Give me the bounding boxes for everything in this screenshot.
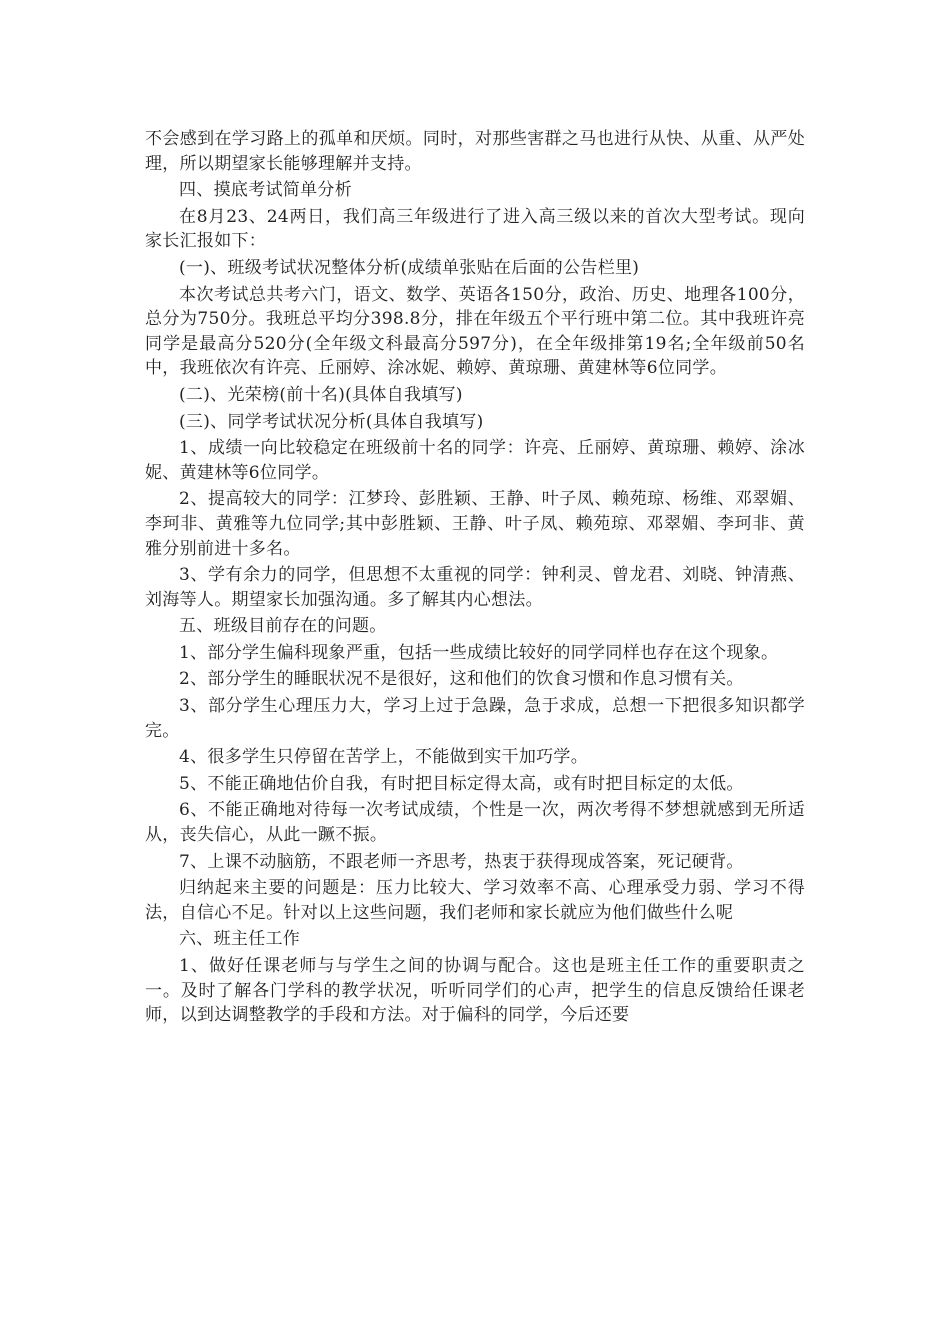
list-item-problem-5: 5、不能正确地估价自我，有时把目标定得太高，或有时把目标定的太低。 [179,773,744,794]
section-heading-exam-analysis: 四、摸底考试简单分析 [179,180,352,201]
list-item-problem-2: 2、部分学生的睡眠状况不是很好，这和他们的饮食习惯和作息习惯有关。 [179,669,744,690]
subheading-honor-roll: (二)、光荣榜(前十名)(具体自我填写) [179,384,463,405]
list-item-problem-3: 3、部分学生心理压力大，学习上过于急躁，急于求成，总想一下把很多知识都学完。 [145,696,805,741]
paragraph-class-scores: 本次考试总共考六门，语文、数学、英语各150分，政治、历史、地理各100分，总分为750分。我班总平均分398.8分，排在年级五个平行班中第二位。其中我班许亮同学是最高分520分(全年级文科最高分597分)，在全年级排第19名;全年级前50名中，我班依次有许亮、丘丽婷、涂冰妮、赖婷、黄琼珊、黄建林等6位同学。 [145,284,805,379]
list-item-improved-students: 2、提高较大的同学：江梦玲、彭胜颖、王静、叶子凤、赖苑琼、杨维、邓翠媚、李珂非、黄雅等九位同学;其中彭胜颖、王静、叶子凤、赖苑琼、邓翠媚、李珂非、黄雅分别前进十多名。 [145,489,805,559]
section-heading-problems: 五、班级目前存在的问题。 [179,616,387,637]
paragraph-summary: 归纳起来主要的问题是：压力比较大、学习效率不高、心理承受力弱、学习不得法，自信心不足。针对以上这些问题，我们老师和家长就应为他们做些什么呢 [145,878,805,923]
list-item-problem-6: 6、不能正确地对待每一次考试成绩，个性是一次，两次考得不梦想就感到无所适从，丧失信心，从此一蹶不振。 [145,800,805,846]
section-heading-teacher-work: 六、班主任工作 [179,929,301,950]
paragraph-continuation: 不会感到在学习路上的孤单和厌烦。同时，对那些害群之马也进行从快、从重、从严处理，所以期望家长能够理解并支持。 [145,129,805,174]
list-item-problem-7: 7、上课不动脑筋，不跟老师一齐思考，热衷于获得现成答案，死记硬背。 [179,851,744,872]
list-item-stable-students: 1、成绩一向比较稳定在班级前十名的同学：许亮、丘丽婷、黄琼珊、赖婷、涂冰妮、黄建林等6位同学。 [145,438,805,483]
list-item-problem-1: 1、部分学生偏科现象严重，包括一些成绩比较好的同学同样也存在这个现象。 [179,642,779,663]
document-body [145,127,805,1030]
list-item-capable-students: 3、学有余力的同学，但思想不太重视的同学：钟利灵、曾龙君、刘晓、钟清燕、刘海等人。期望家长加强沟通。多了解其内心想法。 [145,565,805,610]
subheading-class-overall: (一)、班级考试状况整体分析(成绩单张贴在后面的公告栏里) [179,257,640,278]
list-item-problem-4: 4、很多学生只停留在苦学上，不能做到实干加巧学。 [179,747,589,768]
paragraph-exam-intro: 在8月23、24两日，我们高三年级进行了进入高三级以来的首次大型考试。现向家长汇报如下： [145,206,805,252]
subheading-student-analysis: (三)、同学考试状况分析(具体自我填写) [179,411,484,432]
list-item-teacher-work-1: 1、做好任课老师与与学生之间的协调与配合。这也是班主任工作的重要职责之一。及时了解各门学科的教学状况，听听同学们的心声，把学生的信息反馈给任课老师，以到达调整教学的手段和方法。对于偏科的同学，今后还要 [145,956,805,1026]
